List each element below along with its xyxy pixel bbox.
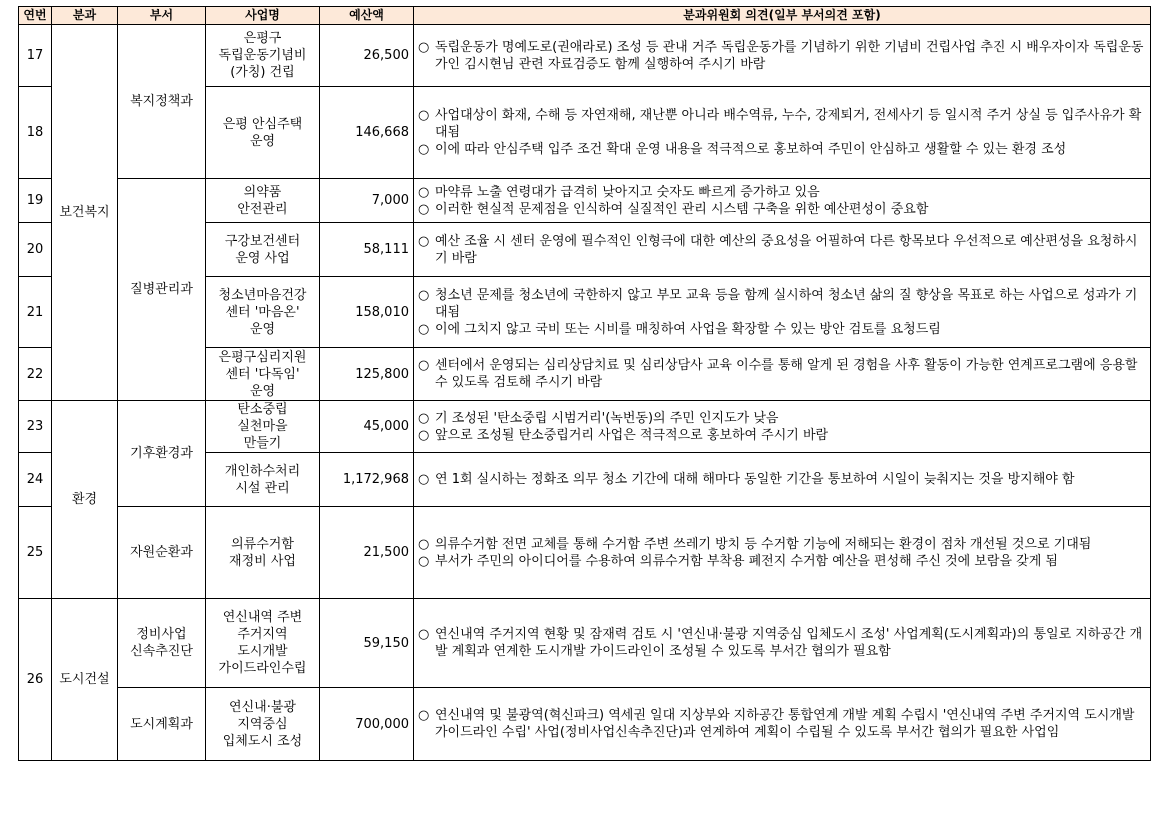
bullet-icon: ○	[418, 39, 430, 55]
opinion-item	[418, 410, 1147, 427]
opinion-text: 예산 조율 시 센터 운영에 필수적인 인형극에 대한 예산의 중요성을 어필하여 다른 항목보다 우선적으로 예산편성을 요청하시기 바람	[435, 233, 1138, 266]
opinion-text: 앞으로 조성될 탄소중립거리 사업은 적극적으로 홍보하여 주시기 바람	[435, 427, 829, 443]
department-cell: 정비사업 신속추진단	[118, 599, 206, 688]
project-name-cell: 청소년마음건강 센터 '마음온' 운영	[206, 277, 320, 348]
project-name-cell: 개인하수처리 시설 관리	[206, 453, 320, 507]
budget-cell: 158,010	[320, 277, 414, 348]
opinion-text: 부서가 주민의 아이디어를 수용하여 의류수거함 부착용 폐전지 수거함 예산을 편성해 주신 것에 보람을 갖게 됨	[435, 553, 1058, 569]
opinion-text: 의류수거함 전면 교체를 통해 수거함 주변 쓰레기 방치 등 수거함 기능에 저해되는 환경이 점차 개선될 것으로 기대됨	[435, 536, 1092, 552]
budget-cell: 146,668	[320, 87, 414, 179]
opinion-text: 사업대상이 화재, 수해 등 자연재해, 재난뿐 아니라 배수역류, 누수, 강제퇴거, 전세사기 등 일시적 주거 상실 등 입주사유가 확대됨	[435, 108, 1142, 140]
opinion-cell	[414, 688, 1151, 761]
project-name-cell: 탄소중립 실천마을 만들기	[206, 401, 320, 453]
budget-cell: 26,500	[320, 25, 414, 87]
department-cell: 자원순환과	[118, 507, 206, 599]
opinion-cell	[414, 348, 1151, 401]
opinion-text: 기 조성된 '탄소중립 시범거리'(녹번동)의 주민 인지도가 낮음	[435, 410, 779, 426]
opinion-cell	[414, 25, 1151, 87]
opinion-item	[418, 536, 1147, 553]
bullet-icon: ○	[418, 358, 430, 373]
opinion-text: 센터에서 운영되는 심리상담치료 및 심리상담사 교육 이수를 통해 알게 된 경험을 사후 활동이 가능한 연계프로그램에 응용할 수 있도록 검토해 주시기 바람	[435, 358, 1138, 390]
opinion-text: 독립운동가 명예도로(권애라로) 조성 등 관내 거주 독립운동가를 기념하기 위한 기념비 건립사업 추진 시 배우자이자 독립운동가인 김시현님 관련 자료검증도 함께 실행하여 주시기 바람	[435, 39, 1144, 72]
opinion-text: 마약류 노출 연령대가 급격히 낮아지고 숫자도 빠르게 증가하고 있음	[435, 184, 820, 200]
opinion-item	[418, 141, 1147, 158]
category-cell: 환경	[52, 401, 118, 599]
col-header-no: 연번	[19, 7, 52, 25]
opinion-item	[418, 321, 1147, 338]
bullet-icon: ○	[418, 201, 430, 217]
budget-cell: 700,000	[320, 688, 414, 761]
row-number: 21	[19, 277, 52, 348]
row-number: 17	[19, 25, 52, 87]
table-row	[19, 25, 1151, 87]
table-row	[19, 179, 1151, 223]
budget-cell: 125,800	[320, 348, 414, 401]
opinion-item	[418, 357, 1147, 391]
bullet-icon: ○	[418, 184, 430, 200]
bullet-icon: ○	[418, 536, 430, 552]
opinion-cell	[414, 599, 1151, 688]
project-name-cell: 구강보건센터 운영 사업	[206, 223, 320, 277]
opinion-cell	[414, 453, 1151, 507]
table-row	[19, 401, 1151, 453]
opinion-text: 이에 그치지 않고 국비 또는 시비를 매칭하여 사업을 확장할 수 있는 방안 검토를 요청드림	[435, 321, 941, 337]
category-cell: 도시건설	[52, 599, 118, 761]
opinion-item	[418, 427, 1147, 444]
department-cell: 도시계획과	[118, 688, 206, 761]
project-name-cell: 연신내·불광 지역중심 입체도시 조성	[206, 688, 320, 761]
opinion-item	[418, 553, 1147, 570]
bullet-icon: ○	[418, 427, 430, 443]
opinion-item	[418, 107, 1147, 141]
opinion-cell	[414, 223, 1151, 277]
opinion-item	[418, 39, 1147, 73]
department-cell: 질병관리과	[118, 179, 206, 401]
project-name-cell: 연신내역 주변 주거지역 도시개발 가이드라인수립	[206, 599, 320, 688]
opinion-cell	[414, 87, 1151, 179]
opinion-cell	[414, 179, 1151, 223]
table-row	[19, 599, 1151, 688]
opinion-cell	[414, 277, 1151, 348]
row-number: 23	[19, 401, 52, 453]
header-row	[19, 7, 1151, 25]
row-number: 24	[19, 453, 52, 507]
project-name-cell: 은평 안심주택 운영	[206, 87, 320, 179]
opinion-item	[418, 287, 1147, 321]
budget-opinion-table	[18, 6, 1151, 761]
opinion-item	[418, 201, 1147, 218]
bullet-icon: ○	[418, 472, 430, 487]
row-number: 25	[19, 507, 52, 599]
col-header-project: 사업명	[206, 7, 320, 25]
opinion-text: 연신내역 주거지역 현황 및 잠재력 검토 시 '연신내·불광 지역중심 입체도시 조성' 사업계획(도시계획과)의 통일로 지하공간 개발 계획과 연계한 도시개발 가이드라인이 조성될 수 있도록 부서간 협의가 필요함	[435, 627, 1143, 659]
opinion-text: 이에 따라 안심주택 입주 조건 확대 운영 내용을 적극적으로 홍보하여 주민이 안심하고 생활할 수 있는 환경 조성	[435, 142, 1067, 157]
department-cell: 복지정책과	[118, 25, 206, 179]
bullet-icon: ○	[418, 553, 430, 569]
opinion-item	[418, 626, 1147, 660]
opinion-text: 연 1회 실시하는 정화조 의무 청소 기간에 대해 해마다 동일한 기간을 통보하여 시일이 늦춰지는 것을 방지해야 함	[435, 472, 1075, 487]
opinion-item	[418, 471, 1147, 488]
row-number: 26	[19, 599, 52, 761]
opinion-item	[418, 184, 1147, 201]
table-row	[19, 507, 1151, 599]
opinion-text: 이러한 현실적 문제점을 인식하여 실질적인 관리 시스템 구축을 위한 예산편성이 중요함	[435, 201, 929, 217]
bullet-icon: ○	[418, 708, 430, 723]
opinion-text: 연신내역 및 불광역(혁신파크) 역세권 일대 지상부와 지하공간 통합연계 개발 계획 수립시 '연신내역 주변 주거지역 도시개발 가이드라인 수립' 사업(정비사업신속추진단)과 연계하여 계획이 수립될 수 있도록 부서간 협의가 필요한 사업임	[435, 708, 1135, 740]
row-number: 19	[19, 179, 52, 223]
col-header-budget: 예산액	[320, 7, 414, 25]
col-header-department: 부서	[118, 7, 206, 25]
project-name-cell: 은평구심리지원 센터 '다독임' 운영	[206, 348, 320, 401]
bullet-icon: ○	[418, 287, 430, 303]
bullet-icon: ○	[418, 321, 430, 337]
row-number: 20	[19, 223, 52, 277]
row-number: 18	[19, 87, 52, 179]
budget-cell: 21,500	[320, 507, 414, 599]
bullet-icon: ○	[418, 627, 430, 642]
row-number: 22	[19, 348, 52, 401]
bullet-icon: ○	[418, 108, 430, 123]
project-name-cell: 의류수거함 재정비 사업	[206, 507, 320, 599]
bullet-icon: ○	[418, 233, 430, 249]
budget-cell: 1,172,968	[320, 453, 414, 507]
budget-cell: 7,000	[320, 179, 414, 223]
budget-cell: 45,000	[320, 401, 414, 453]
project-name-cell: 의약품 안전관리	[206, 179, 320, 223]
project-name-cell: 은평구 독립운동기념비 (가칭) 건립	[206, 25, 320, 87]
budget-cell: 58,111	[320, 223, 414, 277]
opinion-item	[418, 707, 1147, 741]
col-header-opinion: 분과위원회 의견(일부 부서의견 포함)	[414, 7, 1151, 25]
table-row	[19, 688, 1151, 761]
opinion-cell	[414, 507, 1151, 599]
opinion-item	[418, 233, 1147, 267]
col-header-category: 분과	[52, 7, 118, 25]
bullet-icon: ○	[418, 410, 430, 426]
bullet-icon: ○	[418, 142, 430, 157]
category-cell: 보건복지	[52, 25, 118, 401]
budget-cell: 59,150	[320, 599, 414, 688]
department-cell: 기후환경과	[118, 401, 206, 507]
opinion-cell	[414, 401, 1151, 453]
opinion-text: 청소년 문제를 청소년에 국한하지 않고 부모 교육 등을 함께 실시하여 청소년 삶의 질 향상을 목표로 하는 사업으로 성과가 기대됨	[435, 287, 1138, 320]
